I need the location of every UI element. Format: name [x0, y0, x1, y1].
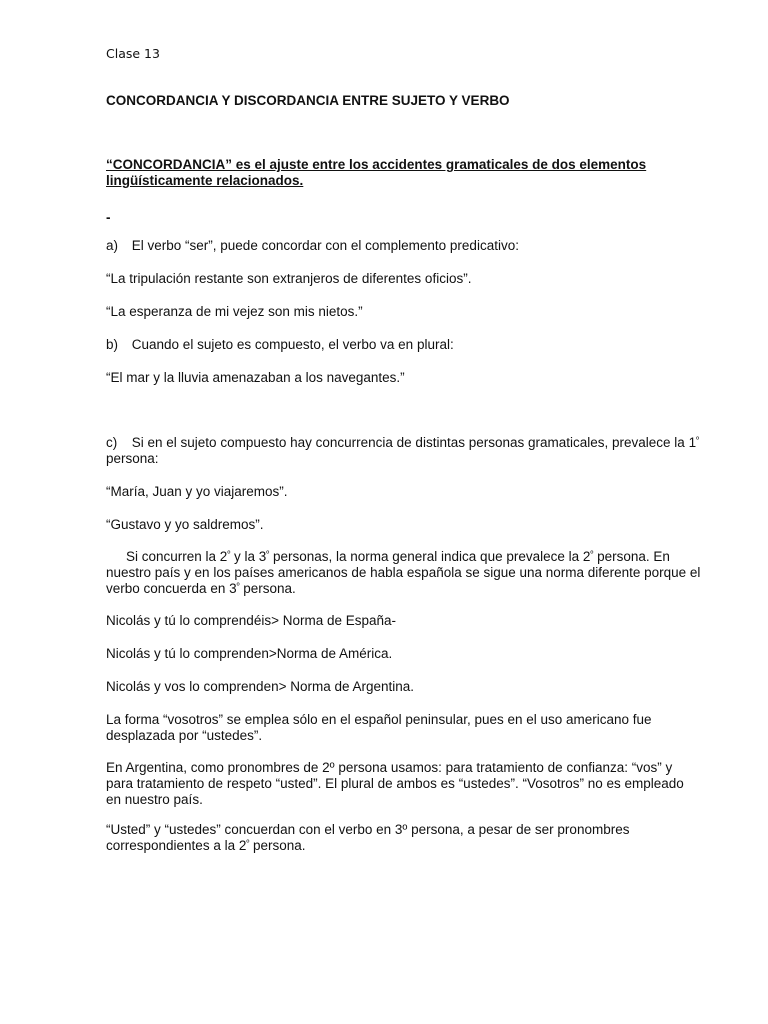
- item-c-example-1: “María, Juan y yo viajaremos”.: [106, 484, 288, 499]
- item-a-label: a): [106, 238, 119, 253]
- item-a: [106, 238, 519, 254]
- norm-america: Nicolás y tú lo comprenden>Norma de América.: [106, 646, 393, 661]
- item-c-label: c): [106, 435, 118, 450]
- item-a-example-1: “La tripulación restante son extranjeros de diferentes oficios”.: [106, 271, 472, 286]
- norm-spain: Nicolás y tú lo comprendéis> Norma de España-: [106, 613, 397, 628]
- concurren-line-3: [106, 581, 296, 597]
- concurren-text-1: Si concurren la 2: [126, 549, 228, 564]
- norm-argentina: Nicolás y vos lo comprenden> Norma de Argentina.: [106, 679, 415, 694]
- concurren-line-1: [126, 549, 670, 565]
- concurren-text-4: persona. En: [593, 549, 670, 564]
- item-a-example-2: “La esperanza de mi vejez son mis nietos.”: [106, 304, 363, 319]
- concurren-text-2: y la 3: [230, 549, 267, 564]
- vosotros-line-1: La forma “vosotros” se emplea sólo en el español peninsular, pues en el uso americano fue: [106, 712, 652, 727]
- concurren-line-3-end: persona.: [239, 581, 296, 596]
- argentina-line-3: en nuestro país.: [106, 792, 203, 807]
- item-b-text: Cuando el sujeto es compuesto, el verbo va en plural:: [131, 337, 454, 352]
- item-c-sup: º: [696, 435, 699, 444]
- concurren-text-3: personas, la norma general indica que prevalece la 2: [269, 549, 591, 564]
- class-title: Clase 13: [106, 46, 160, 61]
- argentina-line-2: para tratamiento de respeto “usted”. El plural de ambos es “ustedes”. “Vosotros” no es empleado: [106, 776, 684, 791]
- item-a-text: El verbo “ser”, puede concordar con el complemento predicativo:: [131, 238, 519, 253]
- concurren-sup-3: º: [590, 549, 594, 558]
- definition-line-2: lingüísticamente relacionados.: [106, 173, 304, 188]
- vosotros-line-2: desplazada por “ustedes”.: [106, 728, 263, 743]
- usted-sup: º: [246, 838, 250, 847]
- concurren-sup-4: º: [236, 581, 240, 590]
- definition-line-1: “CONCORDANCIA” es el ajuste entre los accidentes gramaticales de dos elementos: [106, 157, 647, 172]
- usted-line-2: [106, 838, 306, 854]
- item-b-label: b): [106, 337, 119, 352]
- concurren-line-3-text: verbo concuerda en 3: [106, 581, 237, 596]
- concurren-line-2: nuestro país y en los países americanos de habla española se sigue una norma diferente porque el: [106, 565, 701, 580]
- document-title: CONCORDANCIA Y DISCORDANCIA ENTRE SUJETO Y VERBO: [106, 93, 510, 108]
- item-b: [106, 337, 454, 353]
- item-c-line-2: persona:: [106, 451, 159, 466]
- concurren-sup-2: º: [266, 549, 270, 558]
- dash-marker: -: [106, 210, 111, 225]
- usted-line-1: “Usted” y “ustedes” concuerdan con el verbo en 3º persona, a pesar de ser pronombres: [106, 822, 630, 837]
- concurren-sup-1: º: [227, 549, 231, 558]
- usted-line-2-text: correspondientes a la 2: [106, 838, 247, 853]
- argentina-line-1: En Argentina, como pronombres de 2º persona usamos: para tratamiento de confianza: “vos” y: [106, 760, 673, 775]
- item-c: [106, 435, 699, 451]
- item-b-example-1: “El mar y la lluvia amenazaban a los navegantes.”: [106, 370, 405, 385]
- item-c-text: Si en el sujeto compuesto hay concurrencia de distintas personas gramaticales, prevalece la 1: [131, 435, 697, 450]
- usted-line-2-end: persona.: [249, 838, 306, 853]
- item-c-example-2: “Gustavo y yo saldremos”.: [106, 517, 264, 532]
